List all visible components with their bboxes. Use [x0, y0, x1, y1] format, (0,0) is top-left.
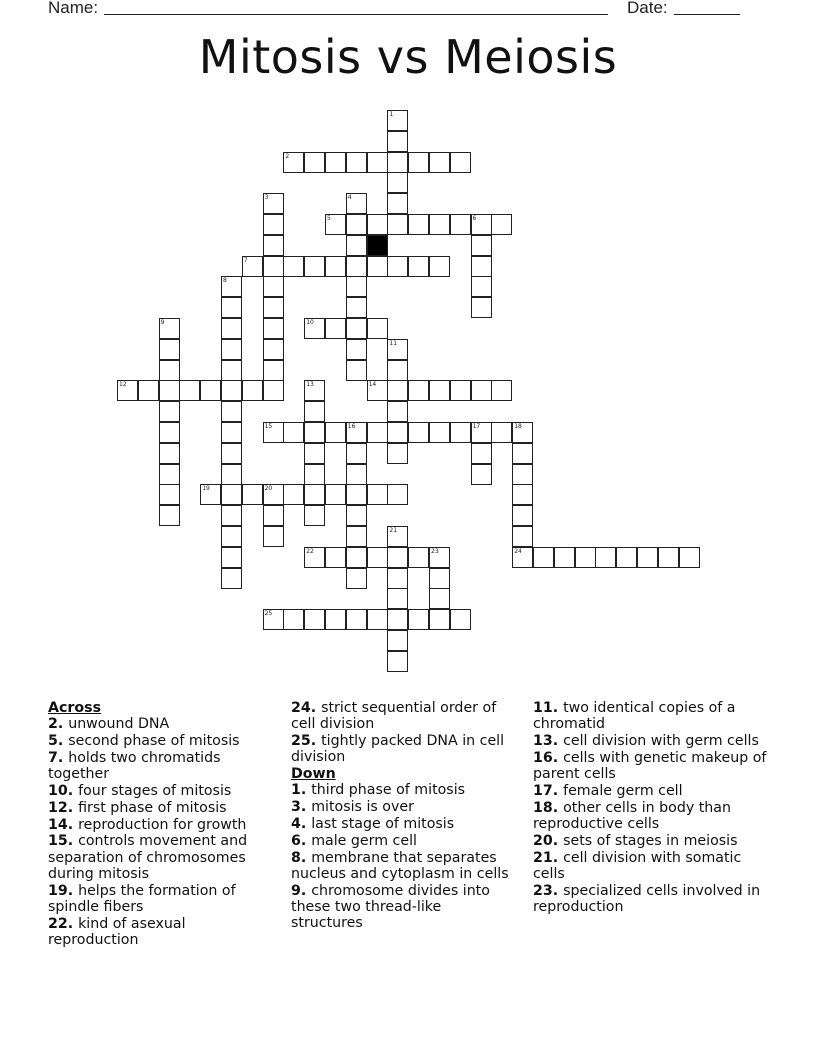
crossword-cell[interactable]	[304, 380, 325, 401]
clue-text: first phase of mitosis	[78, 799, 227, 816]
crossword-cell[interactable]	[471, 443, 492, 464]
clue-number: 25.	[291, 733, 322, 750]
crossword-cell[interactable]	[346, 276, 367, 297]
crossword-cell[interactable]	[367, 318, 388, 339]
crossword-cell[interactable]	[221, 318, 242, 339]
crossword-cell[interactable]	[471, 380, 492, 401]
crossword-cell[interactable]	[221, 380, 242, 401]
crossword-cell[interactable]	[367, 152, 388, 173]
clue-number: 23	[431, 547, 439, 555]
clue-number: 20	[264, 485, 273, 493]
across-clue	[48, 883, 274, 916]
crossword-cell[interactable]	[450, 380, 471, 401]
clue-text: cells with genetic makeup of parent cells	[533, 749, 767, 783]
clue-number: 18	[514, 423, 522, 430]
crossword-cell[interactable]	[221, 526, 242, 547]
clue-number: 16.	[533, 749, 564, 766]
crossword-cell[interactable]	[512, 422, 533, 443]
crossword-cell[interactable]	[242, 380, 263, 401]
clue-text: cell division with germ cells	[563, 733, 759, 750]
crossword-cell[interactable]	[346, 484, 367, 505]
crossword-cell[interactable]	[346, 609, 367, 630]
crossword-cell[interactable]	[304, 547, 325, 568]
crossword-cell[interactable]	[346, 297, 367, 318]
crossword-cell[interactable]	[346, 443, 367, 464]
crossword-cell[interactable]	[346, 152, 367, 173]
clue-number: 16	[347, 423, 356, 430]
clue-text: last stage of mitosis	[311, 816, 455, 833]
clue-text: other cells in body than reproductive cells	[533, 799, 731, 833]
clue-number: 15.	[48, 833, 79, 850]
crossword-cell[interactable]	[387, 193, 408, 214]
crossword-cell[interactable]	[346, 193, 367, 214]
page-title: Mitosis vs Meiosis	[198, 30, 618, 84]
crossword-cell[interactable]	[304, 401, 325, 422]
clue-number: 19	[202, 485, 210, 493]
clue-number: 19.	[48, 882, 79, 899]
crossword-cell[interactable]	[304, 443, 325, 464]
clue-number: 11	[389, 339, 398, 347]
crossword-cell[interactable]	[679, 547, 700, 568]
clue-number: 3.	[291, 799, 312, 816]
clue-text: sets of stages in meiosis	[563, 832, 738, 849]
crossword-cell[interactable]	[325, 214, 346, 235]
crossword-cell[interactable]	[512, 484, 533, 505]
across-clue	[48, 800, 274, 816]
down-heading: Down	[291, 766, 336, 783]
name-label: Name:	[48, 0, 99, 17]
down-clue	[533, 883, 769, 916]
crossword-cell[interactable]	[491, 380, 512, 401]
crossword-cell[interactable]	[387, 443, 408, 464]
date-label: Date:	[627, 0, 668, 17]
crossword-cell[interactable]	[346, 547, 367, 568]
clue-number: 13.	[533, 733, 564, 750]
across-clue	[48, 916, 274, 949]
crossword-cell[interactable]	[221, 568, 242, 589]
crossword-cell[interactable]	[637, 547, 658, 568]
crossword-cell[interactable]	[304, 484, 325, 505]
crossword-cell[interactable]	[159, 318, 180, 339]
crossword-cell[interactable]	[263, 256, 284, 277]
clue-number: 1.	[291, 782, 312, 799]
down-clue	[291, 833, 517, 849]
clue-number: 9	[160, 319, 165, 326]
crossword-cell[interactable]	[471, 464, 492, 485]
crossword-cell[interactable]	[429, 568, 450, 589]
crossword-cell[interactable]	[616, 547, 637, 568]
crossword-cell[interactable]	[263, 360, 284, 381]
clue-number: 2	[285, 152, 290, 160]
clue-text: unwound DNA	[68, 716, 170, 733]
crossword-cell[interactable]	[221, 339, 242, 360]
crossword-cell[interactable]	[575, 547, 596, 568]
crossword-cell[interactable]	[408, 547, 429, 568]
clue-text: holds two chromatids together	[48, 749, 221, 783]
crossword-cell[interactable]	[429, 609, 450, 630]
crossword-cell[interactable]	[387, 588, 408, 609]
clue-text: cell division with somatic cells	[533, 849, 742, 882]
crossword-cell[interactable]	[367, 547, 388, 568]
down-clue	[533, 833, 769, 849]
crossword-cell[interactable]	[304, 422, 325, 443]
crossword-cell[interactable]	[387, 526, 408, 547]
crossword-cell[interactable]	[221, 422, 242, 443]
crossword-cell[interactable]	[471, 256, 492, 277]
crossword-cell[interactable]	[429, 214, 450, 235]
crossword-cell[interactable]	[491, 214, 512, 235]
clue-number: 23.	[533, 882, 564, 899]
crossword-cell[interactable]	[408, 422, 429, 443]
crossword-cell[interactable]	[387, 339, 408, 360]
down-clue	[291, 850, 517, 883]
clue-text: four stages of mitosis	[78, 782, 232, 799]
down-clue	[533, 750, 769, 783]
down-clue	[533, 783, 769, 799]
crossword-cell[interactable]	[346, 505, 367, 526]
crossword-cell[interactable]	[159, 484, 180, 505]
crossword-cell[interactable]	[387, 609, 408, 630]
crossword-cell[interactable]	[387, 256, 408, 277]
clue-number: 6	[472, 215, 477, 222]
crossword-cell[interactable]	[387, 651, 408, 672]
crossword-cell[interactable]	[325, 152, 346, 173]
crossword-cell[interactable]	[159, 422, 180, 443]
crossword-cell[interactable]	[221, 443, 242, 464]
clue-number: 5	[327, 215, 331, 222]
across-heading: Across	[48, 700, 102, 716]
clue-text: mitosis is over	[311, 799, 414, 816]
crossword-cell[interactable]	[450, 152, 471, 173]
clues-column-2	[291, 700, 517, 932]
clue-number: 7	[243, 256, 248, 264]
crossword-cell[interactable]	[346, 422, 367, 443]
crossword-cell[interactable]	[387, 484, 408, 505]
down-clue	[533, 733, 769, 749]
across-clue	[291, 733, 517, 766]
crossword-cell[interactable]	[263, 339, 284, 360]
crossword-cell[interactable]	[450, 609, 471, 630]
crossword-cell[interactable]	[408, 152, 429, 173]
across-clue	[291, 700, 517, 733]
clue-number: 6.	[291, 832, 312, 849]
clues-column-3	[533, 700, 769, 916]
crossword-cell[interactable]	[200, 380, 221, 401]
crossword-cell[interactable]	[512, 526, 533, 547]
crossword-cell[interactable]	[263, 297, 284, 318]
crossword-cell[interactable]	[304, 256, 325, 277]
clue-number: 3	[264, 194, 269, 202]
crossword-cell[interactable]	[471, 214, 492, 235]
clue-text: second phase of mitosis	[68, 733, 240, 750]
crossword-cell[interactable]	[533, 547, 554, 568]
crossword-cell[interactable]	[304, 464, 325, 485]
crossword-cell[interactable]	[159, 505, 180, 526]
clue-number: 22	[306, 547, 314, 555]
crossword-cell[interactable]	[263, 318, 284, 339]
clue-number: 22.	[48, 915, 79, 932]
clue-number: 4.	[291, 816, 312, 833]
clue-number: 8.	[291, 849, 312, 866]
crossword-cell[interactable]	[325, 547, 346, 568]
crossword-cell[interactable]	[283, 422, 304, 443]
clues-column-1	[48, 700, 274, 949]
clue-number: 11.	[533, 700, 564, 716]
crossword-cell[interactable]	[408, 256, 429, 277]
clue-number: 18.	[533, 799, 564, 816]
crossword-cell[interactable]	[283, 609, 304, 630]
crossword-cell[interactable]	[450, 214, 471, 235]
clue-number: 14.	[48, 816, 79, 833]
crossword-cell[interactable]	[159, 339, 180, 360]
crossword-cell[interactable]	[367, 422, 388, 443]
clue-text: kind of asexual reproduction	[48, 915, 186, 949]
crossword-cell[interactable]	[367, 484, 388, 505]
crossword-cell[interactable]	[367, 214, 388, 235]
crossword-cell[interactable]	[117, 380, 138, 401]
crossword-cell[interactable]	[263, 526, 284, 547]
crossword-cell[interactable]	[283, 152, 304, 173]
crossword-cell[interactable]	[450, 422, 471, 443]
crossword-cell[interactable]	[221, 547, 242, 568]
crossword-cell[interactable]	[346, 568, 367, 589]
crossword-cell[interactable]	[367, 609, 388, 630]
crossword-cell[interactable]	[387, 214, 408, 235]
clue-text: female germ cell	[563, 782, 683, 799]
crossword-cell[interactable]	[346, 256, 367, 277]
crossword-cell[interactable]	[304, 609, 325, 630]
clue-number: 24	[514, 547, 522, 555]
crossword-cell[interactable]	[429, 547, 450, 568]
clue-text: male germ cell	[311, 832, 417, 849]
clue-text: strict sequential order of cell division	[291, 700, 497, 733]
clue-number: 12.	[48, 799, 79, 816]
crossword-cell[interactable]	[491, 422, 512, 443]
crossword-cell[interactable]	[408, 380, 429, 401]
crossword-cell[interactable]	[367, 380, 388, 401]
crossword-cell[interactable]	[221, 464, 242, 485]
crossword-cell[interactable]	[367, 256, 388, 277]
crossword-cell[interactable]	[471, 422, 492, 443]
crossword-cell[interactable]	[512, 464, 533, 485]
crossword-cell[interactable]	[512, 443, 533, 464]
down-clue	[291, 782, 517, 798]
crossword-cell[interactable]	[221, 401, 242, 422]
crossword-cell[interactable]	[242, 484, 263, 505]
crossword-cell[interactable]	[346, 318, 367, 339]
crossword-cell[interactable]	[471, 235, 492, 256]
crossword-cell[interactable]	[304, 318, 325, 339]
crossword-cell[interactable]	[512, 547, 533, 568]
crossword-cell[interactable]	[346, 360, 367, 381]
crossword-cell[interactable]	[387, 110, 408, 131]
crossword-cell[interactable]	[554, 547, 575, 568]
clue-number: 1	[389, 111, 394, 118]
clue-number: 8	[223, 277, 227, 285]
across-clue	[48, 817, 274, 833]
clue-text: controls movement and separation of chromosomes during mitosis	[48, 833, 248, 882]
crossword-cell[interactable]	[200, 484, 221, 505]
clue-number: 20.	[533, 832, 564, 849]
crossword-cell[interactable]	[138, 380, 159, 401]
crossword-cell[interactable]	[304, 152, 325, 173]
crossword-cell[interactable]	[387, 380, 408, 401]
crossword-cell[interactable]	[283, 256, 304, 277]
crossword-cell[interactable]	[263, 505, 284, 526]
crossword-cell[interactable]	[387, 131, 408, 152]
clue-number: 10	[306, 319, 314, 326]
across-clue	[48, 833, 274, 882]
across-clue	[48, 783, 274, 799]
crossword-cell[interactable]	[387, 401, 408, 422]
crossword-cell[interactable]	[387, 152, 408, 173]
clue-text: third phase of mitosis	[311, 782, 466, 799]
crossword-cell[interactable]	[179, 380, 200, 401]
crossword-cell[interactable]	[387, 360, 408, 381]
clue-text: two identical copies of a chromatid	[533, 700, 736, 733]
crossword-cell[interactable]	[387, 568, 408, 589]
across-clue	[48, 750, 274, 783]
crossword-cell[interactable]	[346, 214, 367, 235]
clue-number: 7.	[48, 749, 69, 766]
crossword-cell[interactable]	[263, 484, 284, 505]
clue-number: 13	[306, 381, 314, 389]
crossword-cell[interactable]	[325, 256, 346, 277]
crossword-cell[interactable]	[325, 318, 346, 339]
crossword-cell[interactable]	[159, 401, 180, 422]
crossword-cell[interactable]	[263, 193, 284, 214]
crossword-cell[interactable]	[429, 380, 450, 401]
crossword-cell[interactable]	[658, 547, 679, 568]
crossword-cell[interactable]	[159, 464, 180, 485]
crossword-cell[interactable]	[221, 360, 242, 381]
crossword-cell[interactable]	[408, 214, 429, 235]
across-clue	[48, 733, 274, 749]
crossword-cell[interactable]	[263, 276, 284, 297]
crossword-cell[interactable]	[159, 360, 180, 381]
crossword-cell[interactable]	[429, 152, 450, 173]
crossword-cell[interactable]	[221, 276, 242, 297]
crossword-cell[interactable]	[471, 297, 492, 318]
crossword-cell[interactable]	[304, 505, 325, 526]
crossword-cell[interactable]	[595, 547, 616, 568]
crossword-cell[interactable]	[387, 172, 408, 193]
clue-text: helps the formation of spindle fibers	[48, 882, 236, 916]
crossword-cell[interactable]	[325, 422, 346, 443]
crossword-cell[interactable]	[263, 422, 284, 443]
crossword-cell[interactable]	[429, 588, 450, 609]
crossword-cell[interactable]	[242, 256, 263, 277]
crossword-cell[interactable]	[159, 443, 180, 464]
crossword-cell[interactable]	[221, 505, 242, 526]
crossword-cell[interactable]	[346, 526, 367, 547]
clue-number: 12	[119, 381, 127, 389]
crossword-cell[interactable]	[346, 464, 367, 485]
crossword-cell[interactable]	[263, 609, 284, 630]
crossword-cell[interactable]	[325, 609, 346, 630]
crossword-cell[interactable]	[221, 484, 242, 505]
crossword-cell[interactable]	[263, 214, 284, 235]
clue-number: 17.	[533, 782, 564, 799]
crossword-cell[interactable]	[221, 297, 242, 318]
clue-number: 15	[264, 423, 273, 430]
crossword-cell[interactable]	[283, 484, 304, 505]
clue-number: 17	[472, 423, 481, 430]
down-clue	[533, 800, 769, 833]
crossword-cell[interactable]	[387, 630, 408, 651]
down-clue	[291, 799, 517, 815]
crossword-cell[interactable]	[471, 276, 492, 297]
down-clue	[291, 816, 517, 832]
clue-number: 5.	[48, 733, 69, 750]
clue-text: membrane that separates nucleus and cytoplasm in cells	[291, 849, 509, 882]
crossword-cell[interactable]	[387, 422, 408, 443]
crossword-cell[interactable]	[263, 235, 284, 256]
down-clue	[291, 883, 517, 932]
clue-number: 21.	[533, 849, 564, 866]
crossword-cell[interactable]	[346, 235, 367, 256]
crossword-cell[interactable]	[159, 380, 180, 401]
clue-text: reproduction for growth	[78, 816, 247, 833]
crossword-cell[interactable]	[408, 609, 429, 630]
clue-text: tightly packed DNA in cell division	[291, 733, 505, 766]
clue-number: 2.	[48, 716, 69, 733]
clue-number: 9.	[291, 882, 312, 899]
crossword-cell[interactable]	[429, 256, 450, 277]
down-clue	[533, 850, 769, 883]
clue-text: specialized cells involved in reproduction	[533, 882, 761, 916]
clue-number: 21	[389, 527, 398, 534]
crossword-cell[interactable]	[325, 484, 346, 505]
down-clue	[533, 700, 769, 733]
crossword-cell[interactable]	[387, 547, 408, 568]
clue-text: chromosome divides into these two thread-like structures	[291, 882, 490, 932]
black-square	[367, 235, 388, 256]
crossword-cell[interactable]	[263, 380, 284, 401]
clue-number: 25	[264, 610, 273, 618]
clue-number: 14	[368, 381, 377, 389]
clue-number: 24.	[291, 700, 322, 716]
clue-number: 10.	[48, 782, 79, 799]
crossword-cell[interactable]	[429, 422, 450, 443]
clue-number: 4	[347, 194, 352, 202]
crossword-cell[interactable]	[512, 505, 533, 526]
crossword-cell[interactable]	[346, 339, 367, 360]
across-clue	[48, 716, 274, 732]
